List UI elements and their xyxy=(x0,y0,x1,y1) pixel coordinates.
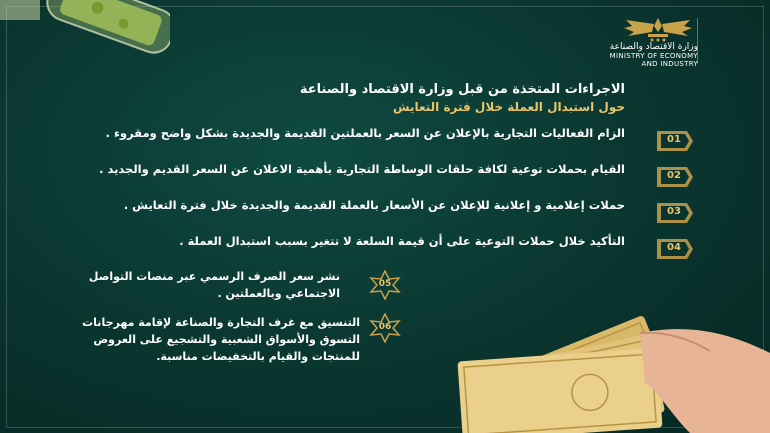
list-item-text: التأكيد خلال حملات التوعية على أن قيمة السلعة لا تتغير بسبب استبدال العملة . xyxy=(179,234,625,248)
badge-number: 03 xyxy=(667,206,681,217)
badge-number: 02 xyxy=(667,170,681,181)
list-item-text: الزام الفعاليات التجارية بالإعلان عن السعر بالعملتين القديمة والجديدة بشكل واضح ومقروء . xyxy=(105,126,625,140)
badge-number: 01 xyxy=(667,134,681,145)
ministry-name-ar: وزارة الاقتصاد والصناعة xyxy=(609,42,698,52)
hand-holding-banknotes-illustration xyxy=(390,273,770,433)
ministry-name-en xyxy=(548,52,698,68)
list-item-02 xyxy=(55,161,695,201)
list-item-03 xyxy=(55,197,695,237)
ministry-name-en-line1: MINISTRY OF ECONOMY xyxy=(609,52,698,60)
list-item-04 xyxy=(55,233,695,273)
list-item-01 xyxy=(55,125,695,165)
ministry-name-en-line2: AND INDUSTRY xyxy=(641,60,698,68)
number-badge-03 xyxy=(653,199,695,227)
page-subtitle: حول استبدال العملة خلال فترة التعايش xyxy=(393,100,625,114)
number-badge-02 xyxy=(653,163,695,191)
list-item-text: القيام بحملات توعية لكافة حلقات الوساطة التجارية بأهمية الاعلان عن السعر القديم والجديد . xyxy=(99,162,625,176)
number-badge-01 xyxy=(653,127,695,155)
list-item-text-05: نشر سعر الصرف الرسمي عبر منصات التواصل الاجتماعي وبالعملتين . xyxy=(88,270,340,300)
badge-number: 05 xyxy=(378,279,392,289)
list-item-text: حملات إعلامية و إعلانية للإعلان عن الأسعار بالعملة القديمة والجديدة خلال فترة التعايش . xyxy=(123,198,625,212)
list-item-text-06: التنسيق مع غرف التجارة والصناعة لإقامة مهرجانات التسوق والأسواق الشعبية والتشجيع على العروض للمنتجات والقيام بالتخفيضات مناسبة. xyxy=(82,316,360,363)
badge-number: 06 xyxy=(378,322,392,332)
page-title: الاجراءات المتخذة من قبل وزارة الاقتصاد والصناعة xyxy=(299,82,625,97)
badge-number: 04 xyxy=(667,242,681,253)
number-badge-04 xyxy=(653,235,695,263)
test-tube-banknotes-illustration xyxy=(0,0,170,70)
